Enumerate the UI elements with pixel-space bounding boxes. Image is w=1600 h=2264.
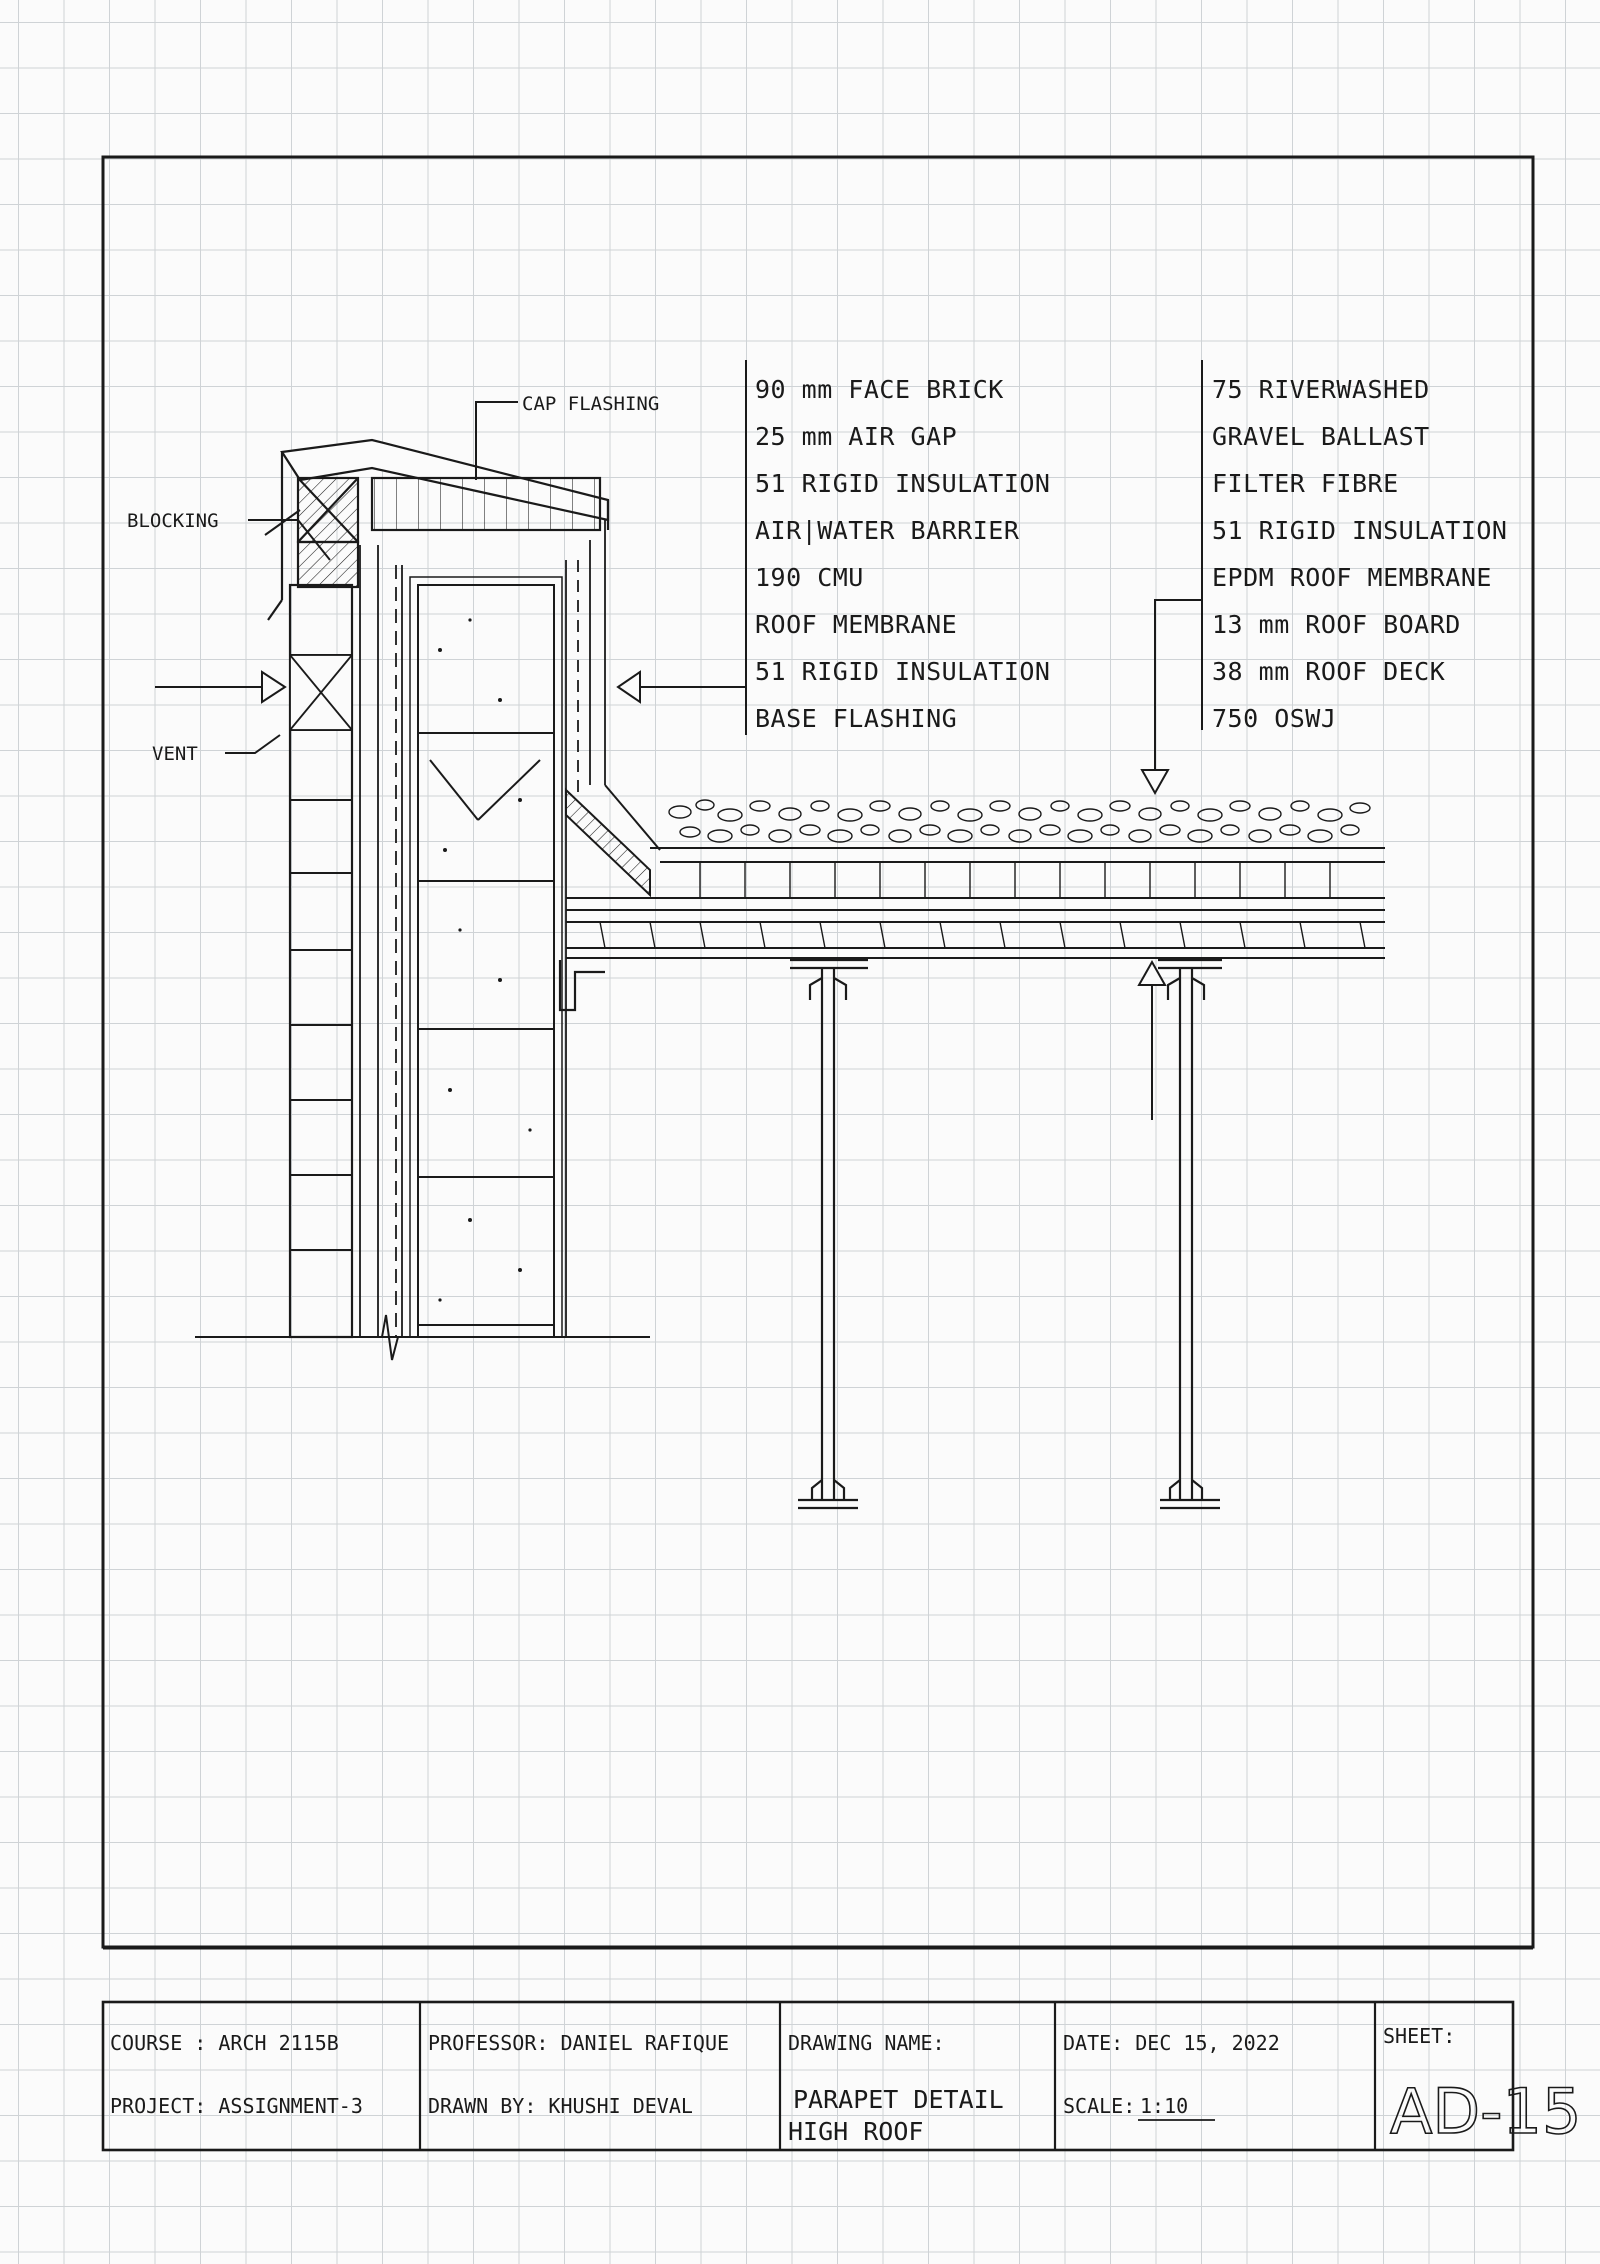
vent-label: VENT (152, 743, 198, 765)
scale-label: SCALE: (1063, 2094, 1136, 2118)
cmu-speckle (438, 618, 532, 1301)
drawing-name-line-1: PARAPET DETAIL (793, 2085, 1004, 2114)
roof-layer-4: 51 RIGID INSULATION (1212, 516, 1508, 545)
parapet-wall (195, 440, 660, 1360)
gravel-ballast (669, 800, 1370, 842)
drawing-name-label: DRAWING NAME: (788, 2031, 945, 2055)
roof-layer-2: GRAVEL BALLAST (1212, 422, 1430, 451)
wall-layer-7: 51 RIGID INSULATION (755, 657, 1051, 686)
drawn-by-field: DRAWN BY: KHUSHI DEVAL (428, 2094, 693, 2118)
wall-layer-1: 90 mm FACE BRICK (755, 375, 1004, 404)
wall-layer-5: 190 CMU (755, 563, 864, 592)
course-field: COURSE : ARCH 2115B (110, 2031, 339, 2055)
roof-arrowhead (1142, 770, 1168, 793)
cap-flashing-label: CAP FLASHING (522, 393, 660, 415)
cmu-blocks (410, 577, 562, 1337)
joist-arrowhead (1139, 962, 1165, 985)
roof-layer-6: 13 mm ROOF BOARD (1212, 610, 1461, 639)
ground-line (195, 1315, 650, 1360)
base-flashing (566, 785, 660, 895)
wall-layer-6: ROOF MEMBRANE (755, 610, 958, 639)
parapet-cap (268, 440, 608, 620)
wall-arrowhead (618, 672, 640, 702)
blocking-top (372, 478, 600, 530)
wall-layer-4: AIR|WATER BARRIER (755, 516, 1020, 545)
roof-layer-5: EPDM ROOF MEMBRANE (1212, 563, 1492, 592)
wall-interior-lines (566, 520, 605, 1337)
professor-field: PROFESSOR: DANIEL RAFIQUE (428, 2031, 730, 2055)
vent-opening (290, 655, 352, 730)
vent-leader (225, 735, 280, 753)
roof-layers (566, 848, 1385, 958)
date-field: DATE: DEC 15, 2022 (1063, 2031, 1280, 2055)
roof-layer-7: 38 mm ROOF DECK (1212, 657, 1446, 686)
drawing-name-line-2: HIGH ROOF (788, 2117, 924, 2146)
roof-layer-list (1212, 375, 1507, 733)
air-gap-insulation (360, 545, 402, 1337)
roof-layer-3: FILTER FIBRE (1212, 469, 1399, 498)
insulation-ticks (600, 862, 1365, 948)
title-block (103, 2002, 1581, 2150)
roof-layer-1: 75 RIVERWASHED (1212, 375, 1430, 404)
sheet-number: AD-15 (1390, 2075, 1582, 2148)
wall-layer-8: BASE FLASHING (755, 704, 958, 733)
brick-coursing (290, 655, 352, 1250)
project-field: PROJECT: ASSIGNMENT-3 (110, 2094, 363, 2118)
vent-arrowhead (262, 672, 285, 702)
scale-value: 1:10 (1140, 2094, 1189, 2118)
roof-assembly (560, 800, 1385, 1508)
open-web-joist-2 (1158, 960, 1222, 1508)
wall-layer-2: 25 mm AIR GAP (755, 422, 958, 451)
wall-layer-list (755, 375, 1050, 733)
open-web-joist-1 (790, 960, 868, 1508)
wall-layer-3: 51 RIGID INSULATION (755, 469, 1051, 498)
roof-layer-8: 750 OSWJ (1212, 704, 1337, 733)
sheet-label: SHEET: (1383, 2024, 1456, 2048)
blocking-label: BLOCKING (127, 510, 219, 532)
